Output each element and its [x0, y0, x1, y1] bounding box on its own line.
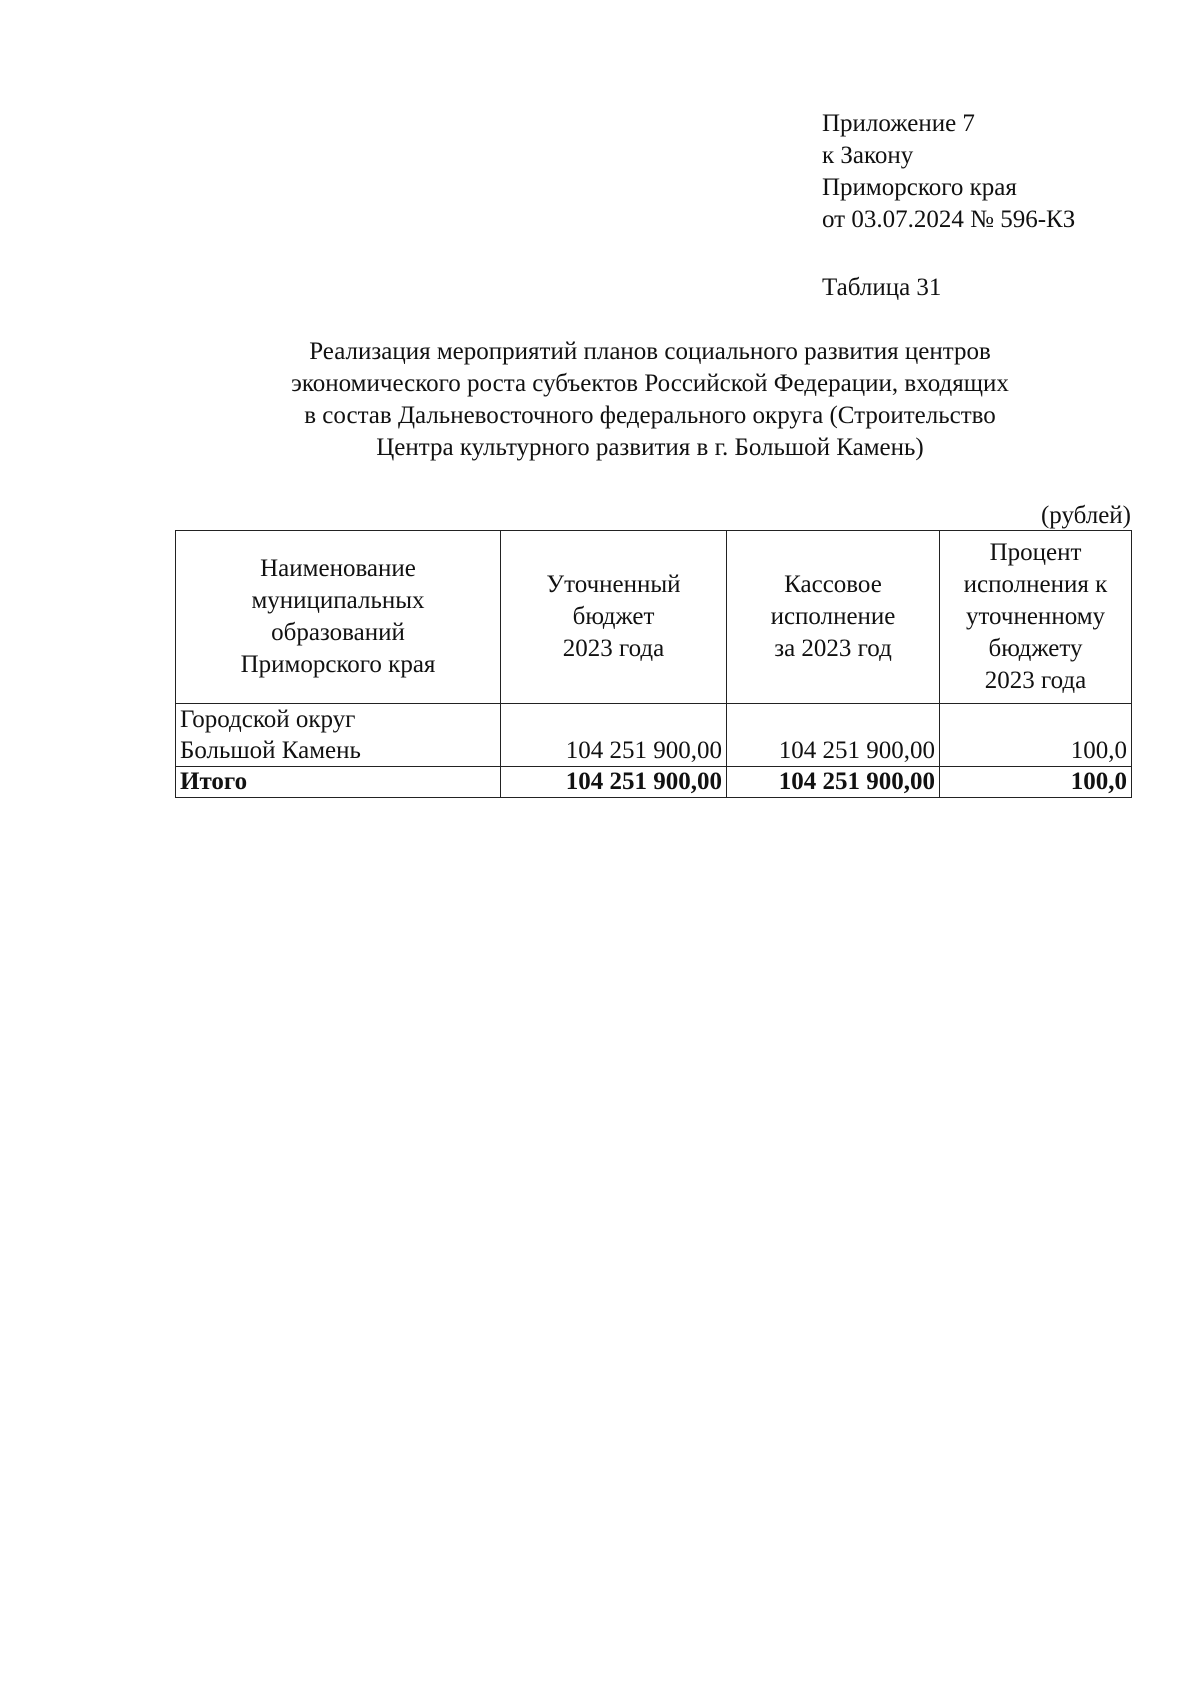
title-line: Реализация мероприятий планов социального развития центров — [309, 338, 991, 365]
title-line: в состав Дальневосточного федерального округа (Строительство — [304, 402, 996, 429]
total-budget: 104 251 900,00 — [501, 767, 727, 798]
document-title — [160, 336, 1140, 464]
header-municipality: Наименование муниципальных образований Приморского края — [176, 531, 501, 704]
header-execution: Кассовое исполнение за 2023 год — [727, 531, 940, 704]
cell-municipality: Городской округ Большой Камень — [176, 704, 501, 767]
appendix-line: от 03.07.2024 № 596-КЗ — [822, 206, 1076, 233]
units-label: (рублей) — [1040, 502, 1131, 529]
title-line: экономического роста субъектов Российской Федерации, входящих — [291, 370, 1009, 397]
cell-percent: 100,0 — [940, 704, 1132, 767]
header-budget: Уточненный бюджет 2023 года — [501, 531, 727, 704]
table-number: Таблица 31 — [822, 274, 942, 301]
table-row — [176, 704, 1132, 767]
appendix-line: к Закону — [822, 142, 914, 169]
appendix-line: Приморского края — [822, 174, 1017, 201]
cell-budget: 104 251 900,00 — [501, 704, 727, 767]
total-execution: 104 251 900,00 — [727, 767, 940, 798]
header-percent: Процент исполнения к уточненному бюджету 2023 года — [940, 531, 1132, 704]
title-line: Центра культурного развития в г. Большой Камень) — [376, 434, 924, 461]
cell-execution: 104 251 900,00 — [727, 704, 940, 767]
total-label: Итого — [176, 767, 501, 798]
appendix-reference — [822, 108, 1075, 236]
table-header-row — [176, 531, 1132, 704]
budget-table — [175, 530, 1132, 798]
total-row — [176, 767, 1132, 798]
total-percent: 100,0 — [940, 767, 1132, 798]
appendix-line: Приложение 7 — [822, 110, 975, 137]
